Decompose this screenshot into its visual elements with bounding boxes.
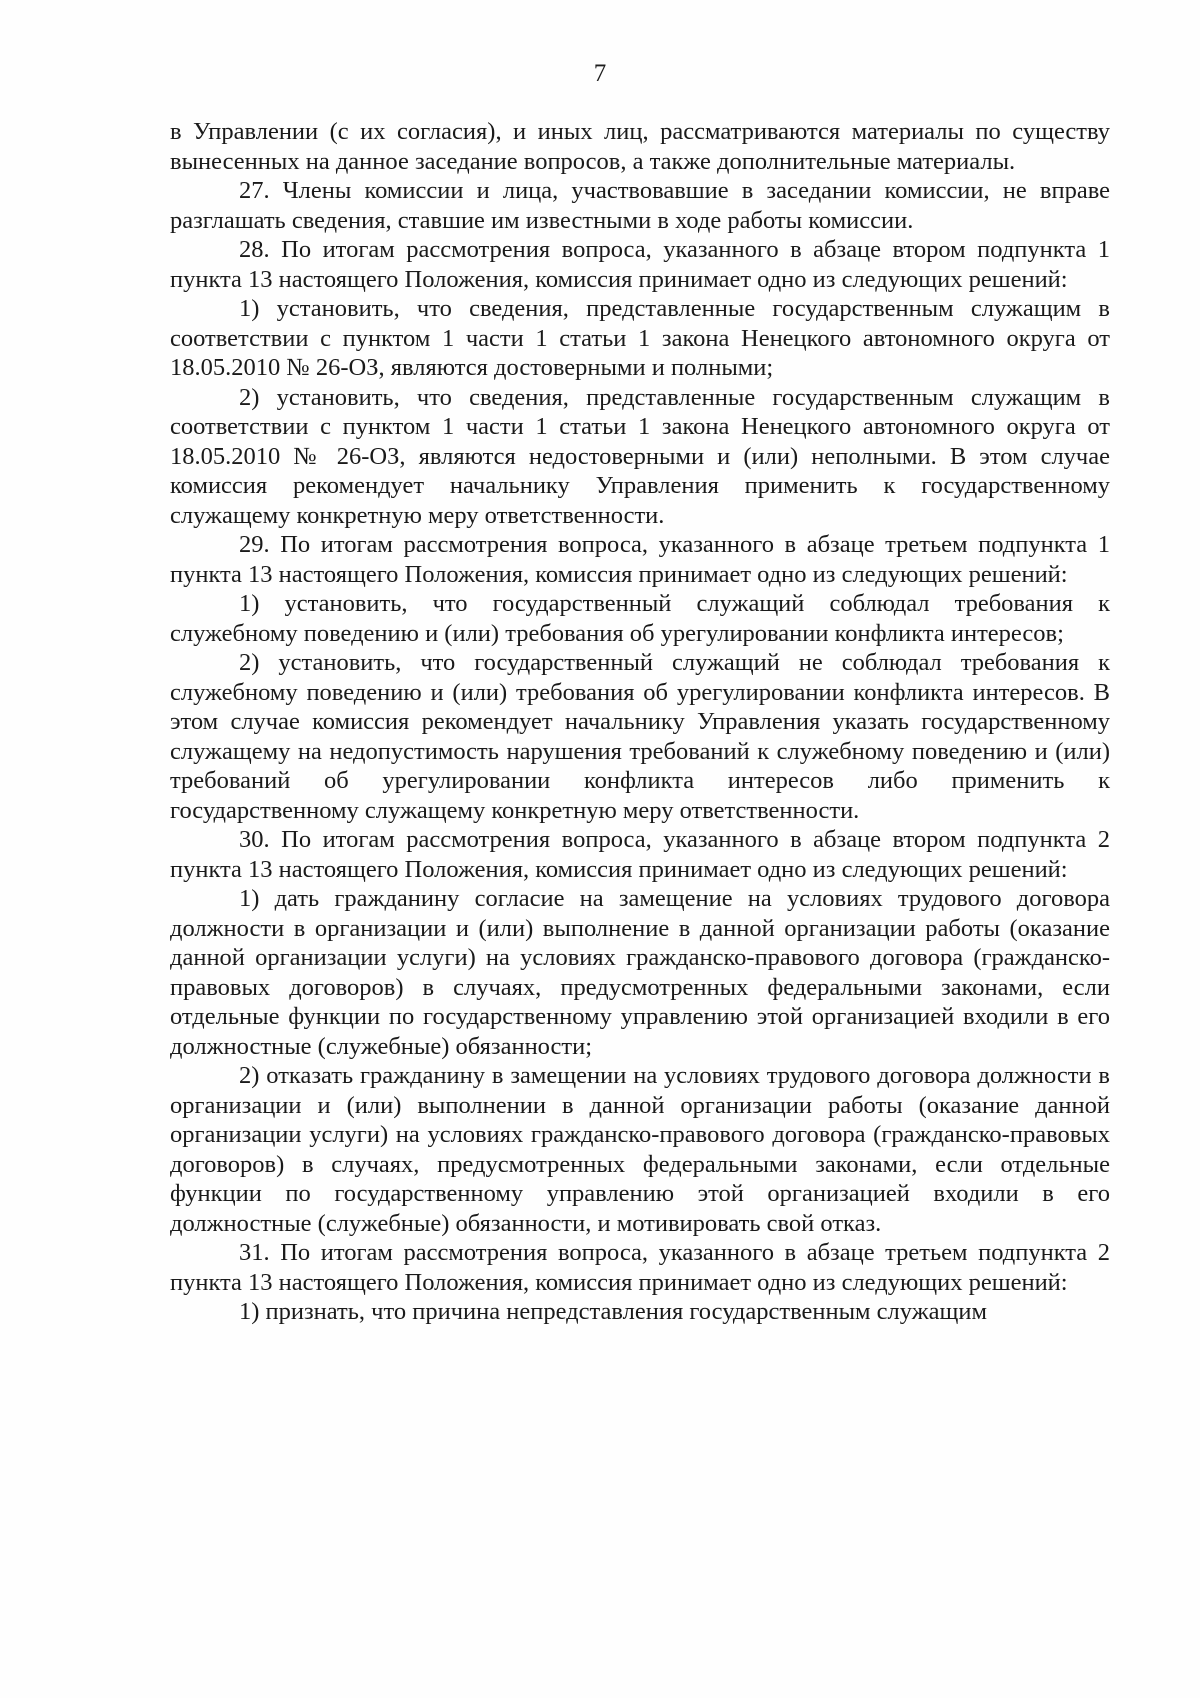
- paragraph-31-item-1: 1) признать, что причина непредставления государственным служащим: [239, 1298, 987, 1325]
- paragraph-continuation: в Управлении (с их согласия), и иных лиц, рассматриваются материалы по существу вынесенных на данное заседание вопросов, а также дополнительные материалы.: [170, 118, 1110, 175]
- paragraph-28-item-2: 2) установить, что сведения, представленные государственным служащим в соответствии с пунктом 1 части 1 статьи 1 закона Ненецкого автономного округа от 18.05.2010 № 26-ОЗ, являются недостоверными и (или) неполными. В этом случае комиссия рекомендует начальнику Управления применить к государственному служащему конкретную меру ответственности.: [170, 383, 1110, 529]
- paragraph-28-item-1: 1) установить, что сведения, представленные государственным служащим в соответствии с пунктом 1 части 1 статьи 1 закона Ненецкого автономного округа от 18.05.2010 № 26-ОЗ, являются достоверными и полными;: [170, 295, 1110, 381]
- paragraph-31: 31. По итогам рассмотрения вопроса, указанного в абзаце третьем подпункта 2 пункта 13 настоящего Положения, комиссия принимает одно из следующих решений:: [170, 1239, 1110, 1296]
- paragraph-29-item-1: 1) установить, что государственный служащий соблюдал требования к служебному поведению и (или) требования об урегулировании конфликта интересов;: [170, 590, 1110, 647]
- paragraph-28: 28. По итогам рассмотрения вопроса, указанного в абзаце втором подпункта 1 пункта 13 настоящего Положения, комиссия принимает одно из следующих решений:: [170, 236, 1110, 293]
- paragraph-29: 29. По итогам рассмотрения вопроса, указанного в абзаце третьем подпункта 1 пункта 13 настоящего Положения, комиссия принимает одно из следующих решений:: [170, 531, 1110, 588]
- paragraph-30: 30. По итогам рассмотрения вопроса, указанного в абзаце втором подпункта 2 пункта 13 настоящего Положения, комиссия принимает одно из следующих решений:: [170, 826, 1110, 883]
- paragraph-27: 27. Члены комиссии и лица, участвовавшие в заседании комиссии, не вправе разглашать сведения, ставшие им известными в ходе работы комиссии.: [170, 177, 1110, 234]
- paragraph-29-item-2: 2) установить, что государственный служащий не соблюдал требования к служебному поведению и (или) требования об урегулировании конфликта интересов. В этом случае комиссия рекомендует начальнику Управления указать государственному служащему на недопустимость нарушения требований к служебному поведению и (или) требований об урегулировании конфликта интересов либо применить к государственному служащему конкретную меру ответственности.: [170, 649, 1110, 824]
- paragraph-30-item-2: 2) отказать гражданину в замещении на условиях трудового договора должности в организации и (или) выполнении в данной организации работы (оказание данной организации услуги) на условиях гражданско-правового договора (гражданско-правовых договоров) в случаях, предусмотренных федеральными законами, если отдельные функции по государственному управлению этой организацией входили в его должностные (служебные) обязанности, и мотивировать свой отказ.: [170, 1062, 1110, 1237]
- document-body: [170, 117, 1110, 1327]
- page-number: 7: [593, 60, 607, 87]
- paragraph-30-item-1: 1) дать гражданину согласие на замещение на условиях трудового договора должности в организации и (или) выполнение в данной организации работы (оказание данной организации услуги) на условиях гражданско-правового договора (гражданско-правовых договоров) в случаях, предусмотренных федеральными законами, если отдельные функции по государственному управлению этой организацией входили в его должностные (служебные) обязанности;: [170, 885, 1110, 1060]
